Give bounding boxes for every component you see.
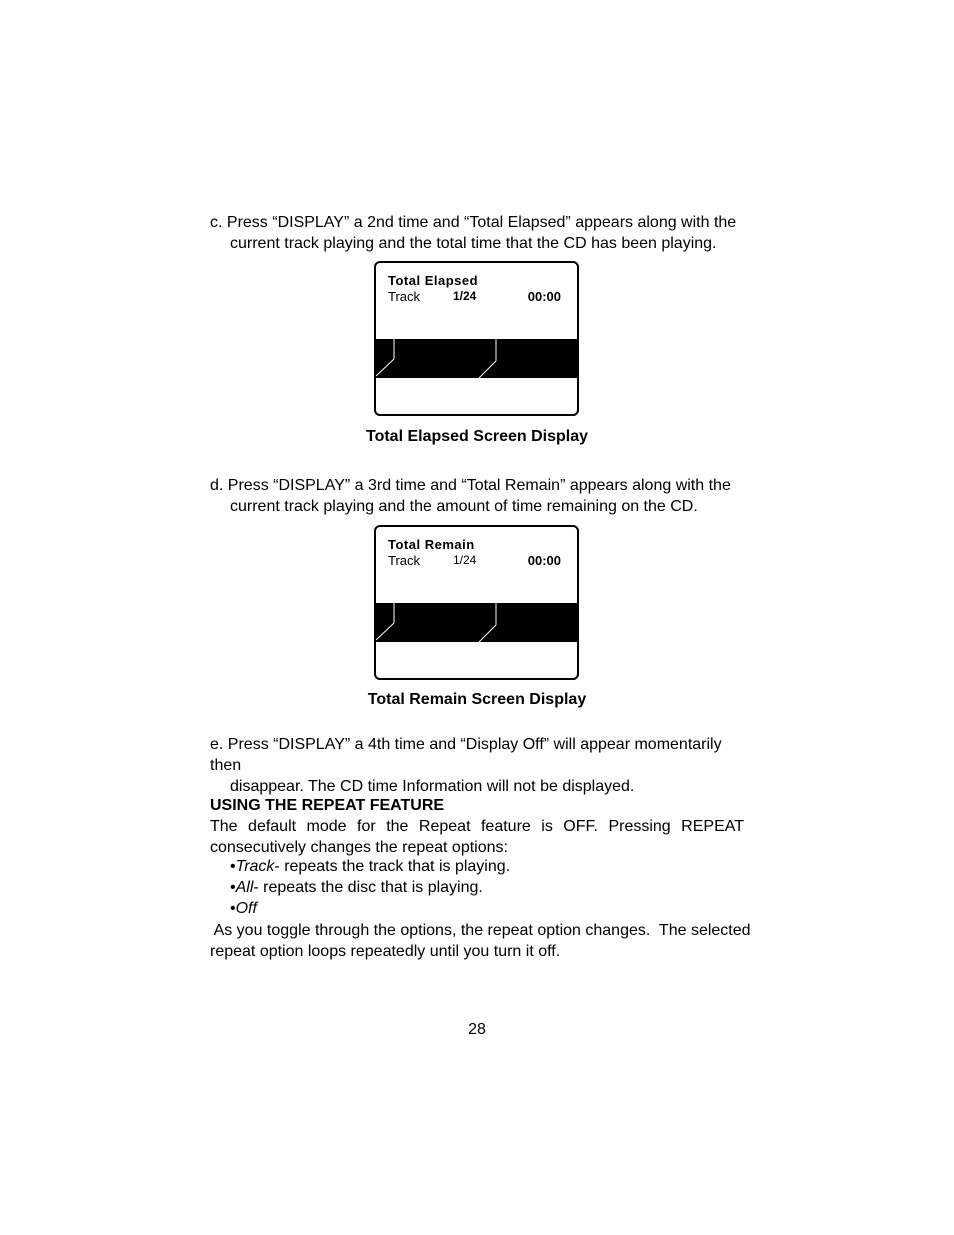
- lcd-band-divider-icon: [376, 603, 577, 642]
- caption-total-elapsed: Total Elapsed Screen Display: [365, 428, 588, 445]
- lcd-time: 00:00: [527, 289, 561, 304]
- lcd-track-value: 1/24: [453, 289, 477, 303]
- lcd-track-label: Track: [388, 289, 421, 304]
- section-heading: USING THE REPEAT FEATURE: [210, 797, 445, 814]
- repeat-option-off: [230, 900, 257, 918]
- repeat-intro-line2: consecutively changes the repeat options:: [210, 839, 508, 856]
- lcd-track-value: 1/24: [453, 553, 477, 567]
- lcd-total-remain: [374, 525, 579, 680]
- repeat-option-track: [230, 858, 510, 876]
- bullet-icon: •: [230, 900, 236, 917]
- lcd-title: Total Remain: [388, 537, 475, 552]
- lcd-band-divider-icon: [376, 339, 577, 378]
- lcd-total-elapsed: [374, 261, 579, 416]
- page-number: 28: [468, 1021, 486, 1038]
- repeat-outro-line2: repeat option loops repeatedly until you turn it off.: [210, 943, 561, 960]
- bullet-icon: •: [230, 879, 236, 896]
- repeat-intro-line1: The default mode for the Repeat feature is OFF. Pressing REPEAT: [210, 818, 744, 835]
- repeat-option-all: [230, 879, 483, 897]
- step-c-line2: current track playing and the total time that the CD has been playing.: [230, 235, 717, 252]
- option-name: Track: [235, 858, 275, 875]
- lcd-track-label: Track: [388, 553, 421, 568]
- step-e-line1: e. Press “DISPLAY” a 4th time and “Display Off” will appear momentarily then: [210, 736, 722, 774]
- lcd-title: Total Elapsed: [388, 273, 479, 288]
- bullet-icon: •: [230, 858, 236, 875]
- step-d-paragraph: [210, 475, 750, 517]
- step-c-line1: c. Press “DISPLAY” a 2nd time and “Total Elapsed” appears along with the: [210, 214, 737, 231]
- step-d-line1: d. Press “DISPLAY” a 3rd time and “Total Remain” appears along with the: [210, 477, 731, 494]
- caption-total-remain: Total Remain Screen Display: [367, 691, 587, 708]
- option-name: Off: [235, 900, 257, 917]
- lcd-time: 00:00: [527, 553, 561, 568]
- step-c-paragraph: [210, 212, 750, 254]
- step-d-line2: current track playing and the amount of time remaining on the CD.: [230, 498, 698, 515]
- repeat-outro-line1: As you toggle through the options, the repeat option changes. The selected: [210, 922, 751, 939]
- option-name: All: [235, 879, 254, 896]
- option-desc: - repeats the track that is playing.: [274, 858, 511, 875]
- step-e-line2: disappear. The CD time Information will not be displayed.: [230, 778, 635, 795]
- step-e-paragraph: [210, 734, 750, 797]
- option-desc: - repeats the disc that is playing.: [253, 879, 483, 896]
